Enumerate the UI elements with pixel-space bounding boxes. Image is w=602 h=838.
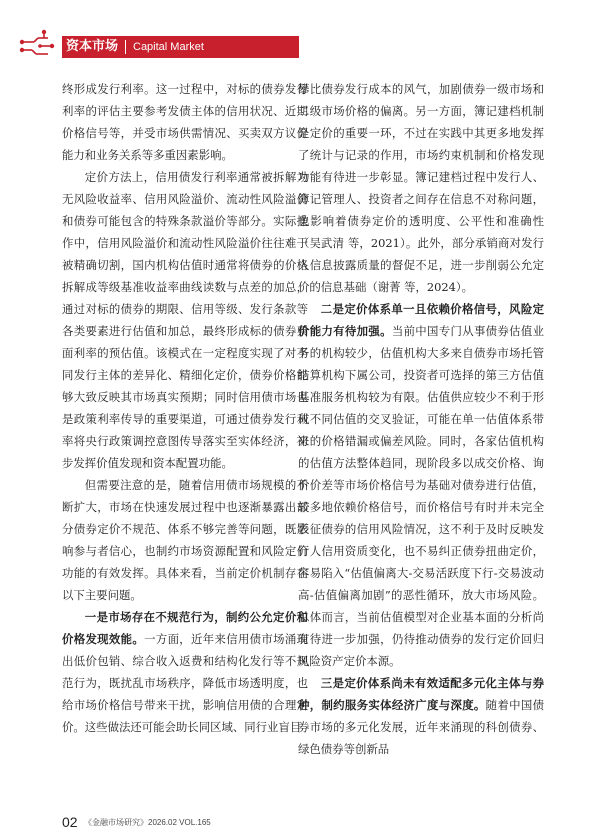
paragraph-lead: 三是定价体系尚未有效适配多元化主体与券种，制约服务实体经济广度与深度。 [298,676,544,712]
header-divider [125,40,126,54]
paragraph-lead: 二是定价体系单一且依赖价格信号，风险定价能力有待加强。 [298,302,544,338]
paragraph [62,606,308,738]
section-subtitle: Capital Market [133,41,204,53]
section-title: 资本市场 [66,39,119,54]
paragraph-lead: 一是市场存在不规范行为，制约公允定价和价格发现效能。 [62,610,308,646]
journal-info: 《金融市场研究》2026.02 VOL.165 [84,818,211,827]
left-column [62,78,308,738]
paragraph [62,474,308,606]
paragraph [298,298,544,672]
paragraph-text: 定价方法上，信用债发行利率通常被拆解为无风险收益率、信用风险溢价、流动性风险溢价和债券可能包含的特殊条款溢价等部分。实际操作中，信用风险溢价和流动性风险溢价往往难于被精确切割，国内机构估值时通常将债券的价格拆解成等级基准收益率曲线读数与点差的加总，通过对标的债券的期限、信用等级、发行条款等各类要素进行估值和加总，最终形成标的债券票面利率的预估值。该模式在一定程度实现了对不同发行主体的差异化、精细化定价，债券价格能够大致反映其市场真实预期；同时信用债市场也是政策利率传导的重要渠道，可通过债券发行利率将央行政策调控意图传导落实至实体经济，初步发挥价值发现和资本配置功能。 [62,170,308,470]
right-column [298,78,544,760]
paragraph-text: 当前中国专门从事债券估值业务的机构较少，估值机构大多来自债券市场托管结算机构下属公司，投资者可选择的第三方估值基准服务机构较为有限。估值供应较少不利于形成不同估值的交叉验证，可能在单一估值体系带来的价格错漏或偏差风险。同时，各家估值机构的估值方法整体趋同，现阶段多以成交价格、询价价差等市场价格信号为基础对债券进行估值，较多地依赖价格信号，而价格信号有时并未完全表征债券的信用风险情况，这不利于及时反映发行人信用资质变化，也不易纠正债券扭曲定价，容易陷入“估值偏离大-交易活跃度下行-交易波动高-估值偏离加剧”的恶性循环，放大市场风险。总体而言，当前估值模型对企业基本面的分析尚有待进一步加强，仍待推动债券的发行定价回归风险资产定价本源。 [298,324,544,668]
page-header [0,0,602,60]
page-number: 02 [62,814,78,830]
paragraph-text: 攀比债券发行成本的风气，加剧债券一级市场和二级市场价格的偏离。另一方面，簿记建档机制是定价的重要一环，不过在实践中其更多地发挥了统计与记录的作用，市场约束机制和价格发现功能有待进一步彰显。簿记建档过程中发行人、簿记管理人、投资者之间存在信息不对称问题，也影响着债券定价的透明度、公平性和准确性（吴武清 等，2021）。此外，部分承销商对发行人信息披露质量的督促不足，进一步削弱公允定价的信息基础（谢菁 等，2024）。 [298,82,544,294]
paragraph-text: 终形成发行利率。这一过程中，对标的债券发行利率的评估主要参考发债主体的信用状况、近期价格信号等，并受市场供需情况、买卖双方议价能力和业务关系等多重因素影响。 [62,82,308,162]
paragraph [62,78,308,166]
paragraph [62,166,308,474]
paragraph-text: 随着中国债券市场的多元化发展，近年来涌现的科创债券、绿色债券等创新品 [298,698,544,756]
paragraph [298,672,544,760]
paragraph-text: 一方面，近年来信用债市场涌现出低价包销、综合收入返费和结构化发行等不规范行为，既扰乱市场秩序，降低市场透明度，也给市场价格信号带来干扰，影响信用债的合理定价。这些做法还可能会助长同区域、同行业盲目 [62,632,308,734]
paragraph [298,78,544,298]
circuit-logo-icon [18,28,60,62]
paragraph-text: 但需要注意的是，随着信用债市场规模的不断扩大，市场在快速发展过程中也逐渐暴露出部分债券定价不规范、体系不够完善等问题，既影响参与者信心，也制约市场资源配置和风险定价功能的有效发挥。具体来看，当前定价机制存在以下主要问题。 [62,478,308,602]
